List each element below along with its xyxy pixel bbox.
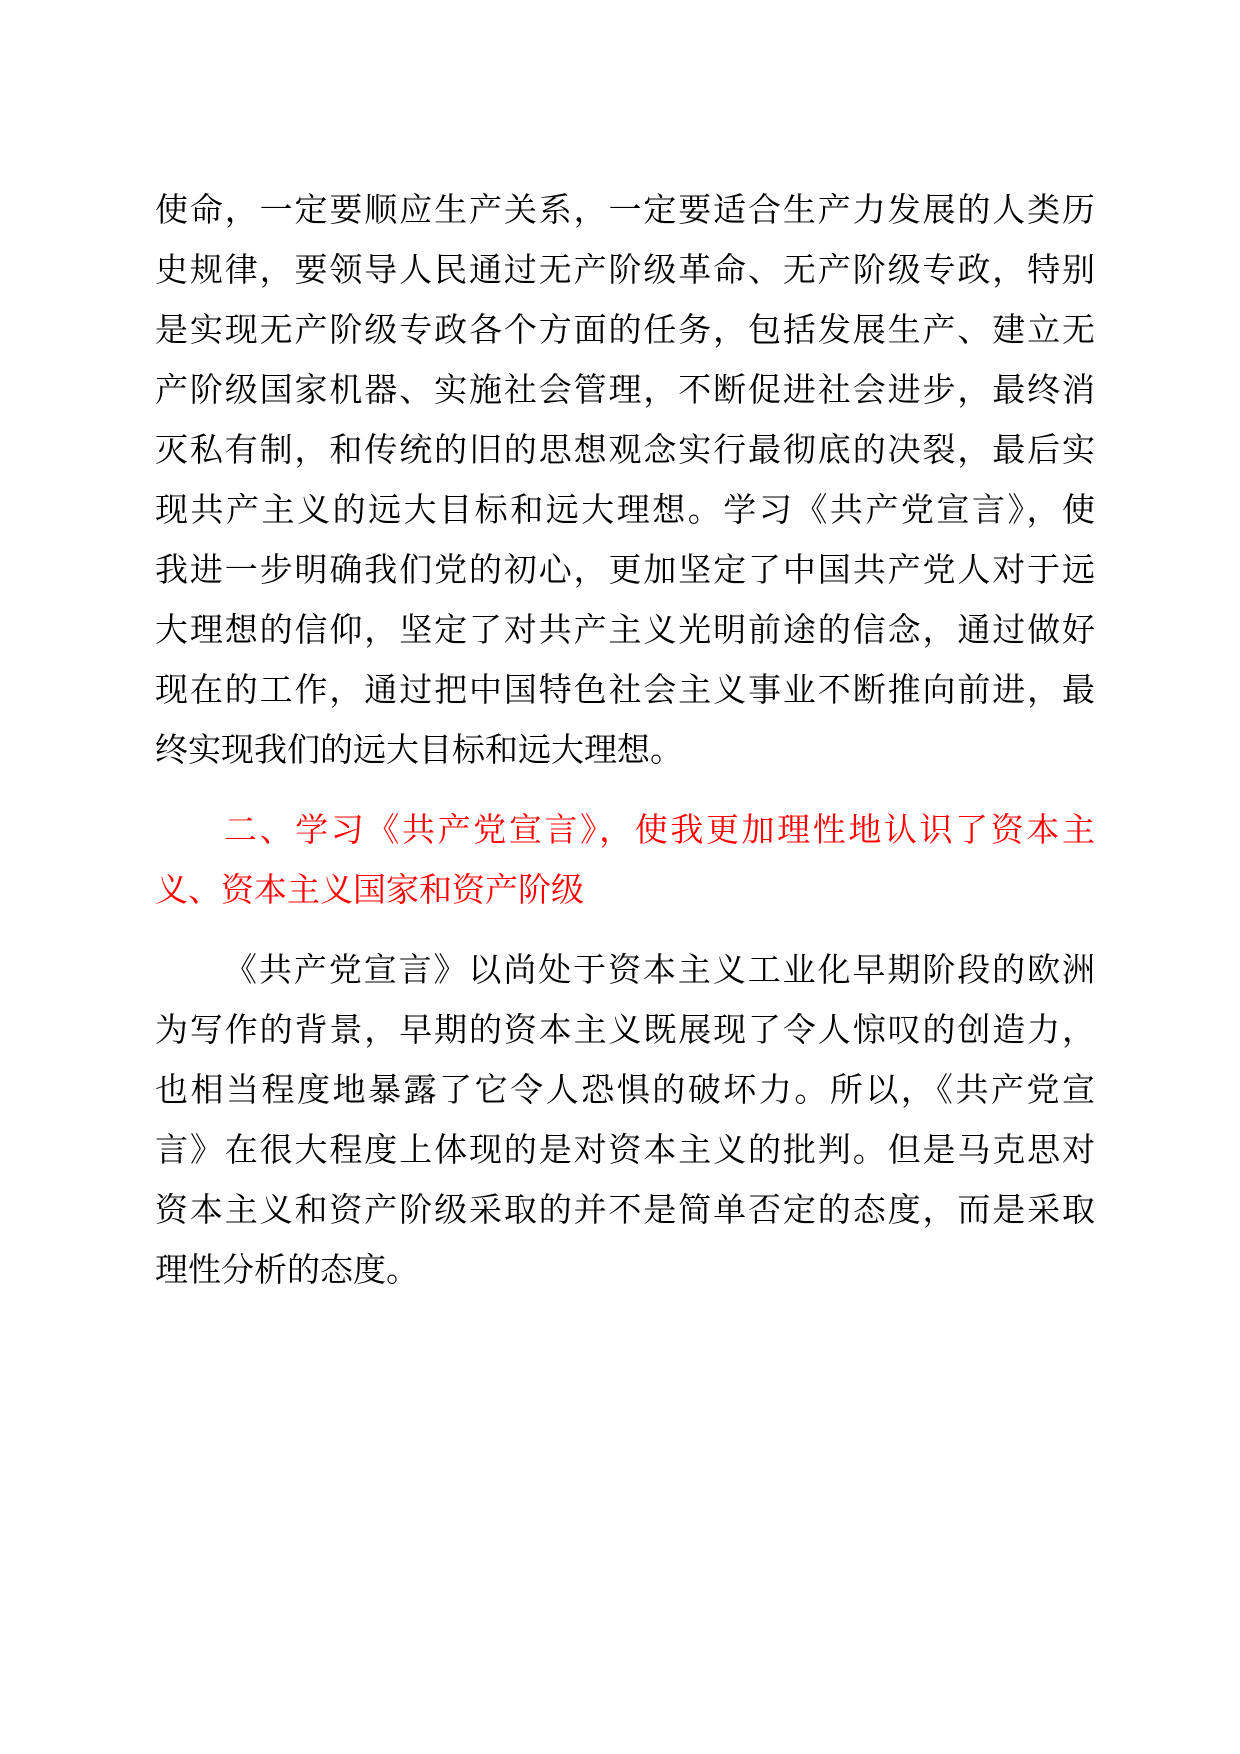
paragraph-line: 灭私有制，和传统的旧的思想观念实行最彻底的决裂，最后实 bbox=[155, 430, 1095, 469]
paragraph-line: 为写作的背景，早期的资本主义既展现了令人惊叹的创造力， bbox=[155, 1010, 1095, 1049]
paragraph-line: 产阶级国家机器、实施社会管理，不断促进社会进步，最终消 bbox=[155, 370, 1095, 409]
paragraph-line: 终实现我们的远大目标和远大理想。 bbox=[155, 730, 683, 769]
paragraph-line: 我进一步明确我们党的初心，更加坚定了中国共产党人对于远 bbox=[155, 550, 1095, 589]
paragraph-line: 现共产主义的远大目标和远大理想。学习《共产党宣言》，使 bbox=[155, 490, 1095, 529]
paragraph-line: 也相当程度地暴露了它令人恐惧的破坏力。所以，《共产党宣 bbox=[155, 1070, 1095, 1109]
paragraph-line: 使命，一定要顺应生产关系，一定要适合生产力发展的人类历 bbox=[155, 190, 1095, 229]
paragraph-line: 资本主义和资产阶级采取的并不是简单否定的态度，而是采取 bbox=[155, 1190, 1095, 1229]
paragraph-line: 言》在很大程度上体现的是对资本主义的批判。但是马克思对 bbox=[155, 1130, 1095, 1169]
paragraph-line: 现在的工作，通过把中国特色社会主义事业不断推向前进，最 bbox=[155, 670, 1095, 709]
heading-line: 二、学习《共产党宣言》，使我更加理性地认识了资本主 bbox=[224, 810, 1095, 849]
paragraph-line: 史规律，要领导人民通过无产阶级革命、无产阶级专政，特别 bbox=[155, 250, 1095, 289]
heading-line: 义、资本主义国家和资产阶级 bbox=[155, 870, 584, 909]
paragraph-line: 理性分析的态度。 bbox=[155, 1250, 419, 1289]
paragraph-line: 大理想的信仰，坚定了对共产主义光明前途的信念，通过做好 bbox=[155, 610, 1095, 649]
paragraph-line: 《共产党宣言》以尚处于资本主义工业化早期阶段的欧洲 bbox=[224, 950, 1095, 989]
paragraph-line: 是实现无产阶级专政各个方面的任务，包括发展生产、建立无 bbox=[155, 310, 1095, 349]
